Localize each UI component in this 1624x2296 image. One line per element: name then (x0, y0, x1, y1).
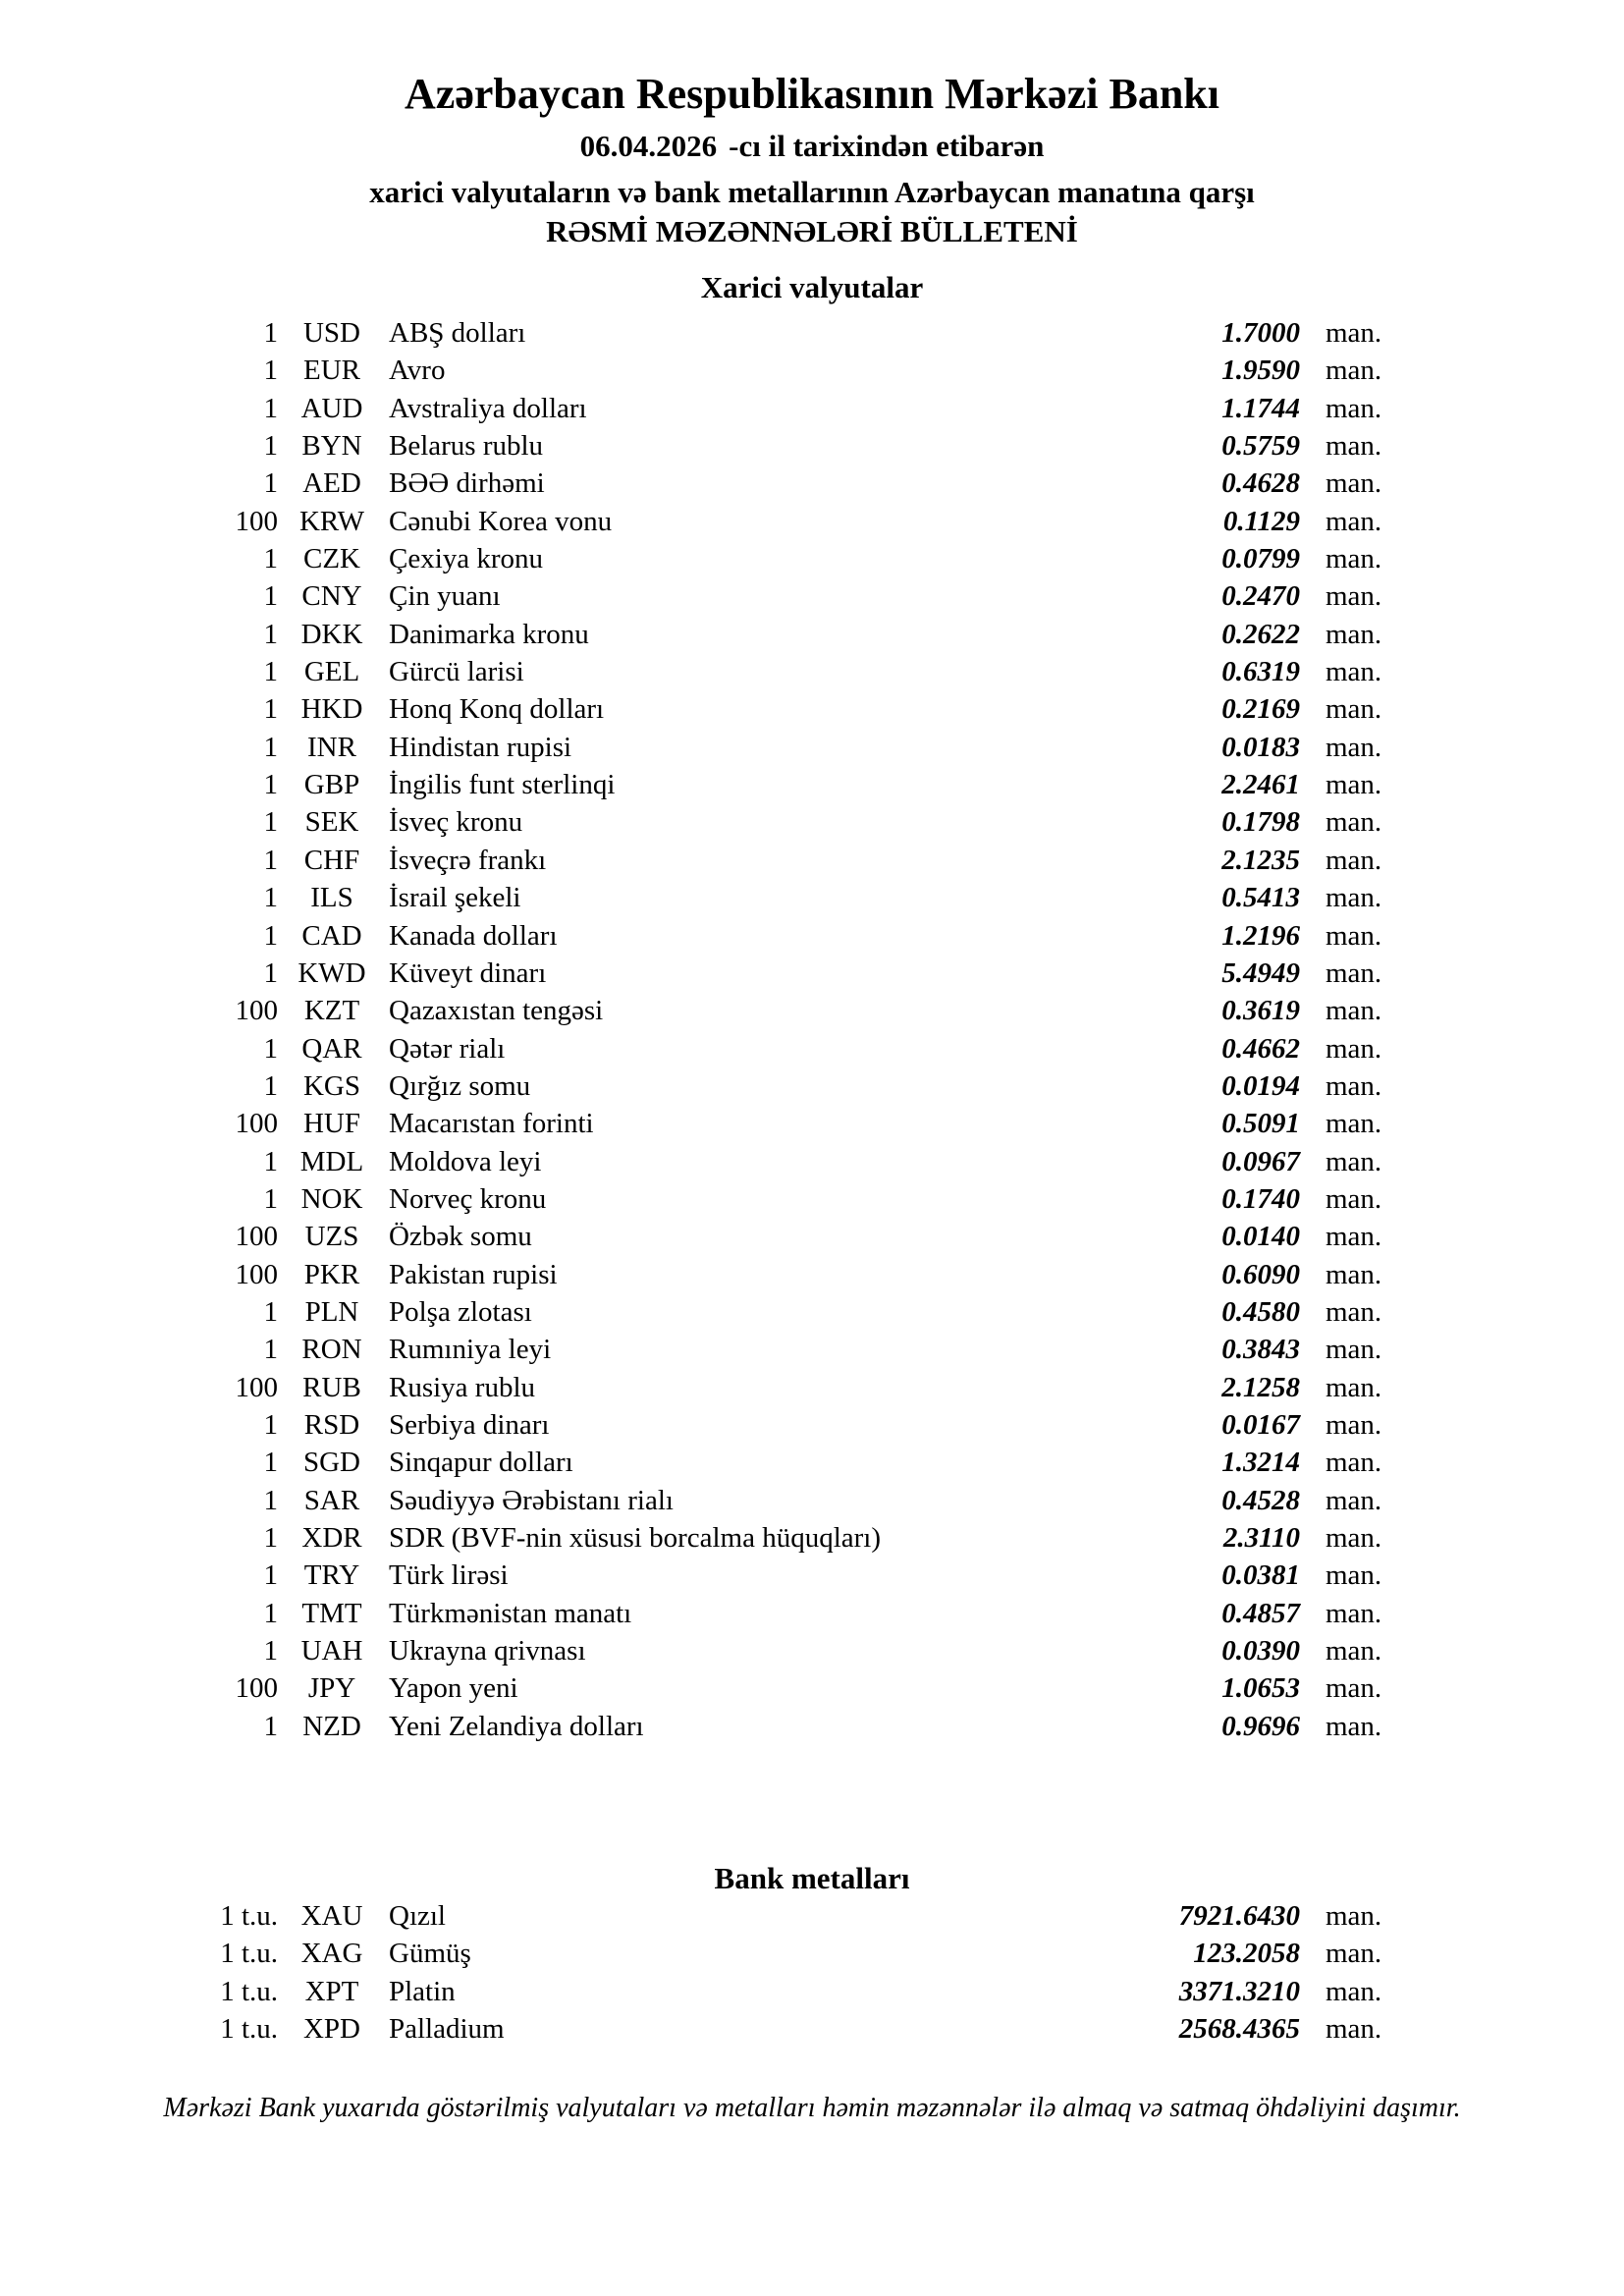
date-suffix: -cı il tarixindən etibarən (729, 129, 1045, 163)
quantity-cell: 100 (235, 995, 278, 1027)
rate-cell: 0.2169 (1221, 693, 1300, 726)
table-row (0, 1105, 1624, 1142)
currency-name-cell: Çin yuanı (389, 580, 501, 613)
currency-name-cell: Sinqapur dolları (389, 1447, 573, 1479)
unit-cell: man. (1326, 1447, 1382, 1479)
quantity-cell: 1 t.u. (220, 1900, 278, 1933)
table-row (0, 616, 1624, 653)
unit-cell: man. (1326, 1408, 1382, 1441)
quantity-cell: 1 (263, 882, 278, 914)
quantity-cell: 1 (263, 355, 278, 387)
unit-cell: man. (1326, 1522, 1382, 1554)
table-row (0, 352, 1624, 389)
rate-cell: 0.3843 (1221, 1334, 1300, 1366)
unit-cell: man. (1326, 1032, 1382, 1065)
quantity-cell: 1 (263, 769, 278, 801)
unit-cell: man. (1326, 1295, 1382, 1328)
table-row (0, 314, 1624, 352)
rate-cell: 0.3619 (1221, 995, 1300, 1027)
unit-cell: man. (1326, 731, 1382, 763)
currency-code-cell: GEL (303, 656, 360, 688)
rate-cell: 0.0140 (1221, 1221, 1300, 1253)
bulletin-title: RƏSMİ MƏZƏNNƏLƏRİ BÜLLETENİ (546, 214, 1078, 248)
unit-cell: man. (1326, 1559, 1382, 1592)
rate-cell: 1.0653 (1221, 1672, 1300, 1705)
quantity-cell: 1 t.u. (220, 1938, 278, 1970)
metal-name-cell: Palladium (389, 2013, 505, 2046)
quantity-cell: 100 (235, 1371, 278, 1403)
currency-code-cell: UAH (300, 1635, 363, 1667)
currency-name-cell: Honq Konq dolları (389, 693, 605, 726)
table-row (0, 2010, 1624, 2048)
quantity-cell: 1 (263, 543, 278, 575)
currency-name-cell: Çexiya kronu (389, 543, 544, 575)
quantity-cell: 1 (263, 806, 278, 839)
metal-name-cell: Platin (389, 1975, 456, 2007)
currency-code-cell: XDR (301, 1522, 362, 1554)
currency-name-cell: Pakistan rupisi (389, 1258, 558, 1290)
table-row (0, 766, 1624, 803)
table-row (0, 653, 1624, 690)
currency-code-cell: EUR (303, 355, 360, 387)
page-title: Azərbaycan Respublikasının Mərkəzi Bankı (405, 70, 1219, 118)
table-row (0, 955, 1624, 992)
unit-cell: man. (1326, 1710, 1382, 1742)
unit-cell: man. (1326, 430, 1382, 463)
unit-cell: man. (1326, 693, 1382, 726)
table-row (0, 1256, 1624, 1293)
unit-cell: man. (1326, 656, 1382, 688)
rate-cell: 2.3110 (1222, 1522, 1300, 1554)
metal-code-cell: XPT (304, 1975, 359, 2007)
quantity-cell: 1 (263, 1522, 278, 1554)
rate-cell: 0.0167 (1221, 1408, 1300, 1441)
quantity-cell: 1 t.u. (220, 2013, 278, 2046)
currency-name-cell: Cənubi Korea vonu (389, 505, 613, 537)
rate-cell: 0.4857 (1221, 1597, 1300, 1629)
quantity-cell: 1 (263, 1447, 278, 1479)
currency-name-cell: Qətər rialı (389, 1032, 506, 1065)
footer-note: Mərkəzi Bank yuxarıda göstərilmiş valyutaları və metalları həmin məzənnələr ilə almaq və satmaq öhdəliyini daşımır. (163, 2093, 1461, 2124)
quantity-cell: 1 (263, 580, 278, 613)
unit-cell: man. (1326, 317, 1382, 349)
metal-name-cell: Gümüş (389, 1938, 471, 1970)
table-row (0, 1557, 1624, 1594)
quantity-cell: 1 (263, 919, 278, 952)
currency-code-cell: SAR (303, 1484, 360, 1516)
unit-cell: man. (1326, 392, 1382, 424)
table-row (0, 1935, 1624, 1972)
currency-code-cell: AUD (300, 392, 363, 424)
quantity-cell: 1 (263, 467, 278, 500)
quantity-cell: 1 (263, 1145, 278, 1177)
currency-code-cell: SEK (304, 806, 359, 839)
rate-cell: 0.6090 (1221, 1258, 1300, 1290)
table-row (0, 1897, 1624, 1935)
quantity-cell: 1 (263, 656, 278, 688)
currency-code-cell: HKD (300, 693, 363, 726)
currency-code-cell: MDL (299, 1145, 364, 1177)
quantity-cell: 1 (263, 618, 278, 650)
table-row (0, 390, 1624, 427)
unit-cell: man. (1326, 1221, 1382, 1253)
currency-code-cell: DKK (300, 618, 363, 650)
currency-name-cell: İngilis funt sterlinqi (389, 769, 616, 801)
quantity-cell: 1 (263, 693, 278, 726)
unit-cell: man. (1326, 1672, 1382, 1705)
currency-name-cell: Macarıstan forinti (389, 1108, 594, 1140)
currency-code-cell: AED (302, 467, 361, 500)
currency-name-cell: Moldova leyi (389, 1145, 542, 1177)
table-row (0, 992, 1624, 1029)
quantity-cell: 1 (263, 1484, 278, 1516)
table-row (0, 577, 1624, 615)
table-row (0, 540, 1624, 577)
table-row (0, 1143, 1624, 1180)
quantity-cell: 1 (263, 1182, 278, 1215)
currency-code-cell: KZT (303, 995, 360, 1027)
currency-name-cell: Ukrayna qrivnası (389, 1635, 586, 1667)
metals-table (0, 1897, 1624, 2048)
currency-code-cell: NZD (302, 1710, 361, 1742)
unit-cell: man. (1326, 543, 1382, 575)
currency-name-cell: Rusiya rublu (389, 1371, 536, 1403)
unit-cell: man. (1326, 769, 1382, 801)
rate-cell: 1.9590 (1221, 355, 1300, 387)
table-row (0, 1180, 1624, 1218)
unit-cell: man. (1326, 882, 1382, 914)
rate-cell: 0.0183 (1221, 731, 1300, 763)
rate-cell: 0.4580 (1221, 1295, 1300, 1328)
currency-code-cell: RUB (302, 1371, 361, 1403)
unit-cell: man. (1326, 2013, 1382, 2046)
table-row (0, 1595, 1624, 1632)
rate-cell: 0.5091 (1221, 1108, 1300, 1140)
quantity-cell: 1 (263, 392, 278, 424)
rate-cell: 1.1744 (1221, 392, 1300, 424)
unit-cell: man. (1326, 1938, 1382, 1970)
currency-name-cell: Rumıniya leyi (389, 1334, 552, 1366)
unit-cell: man. (1326, 618, 1382, 650)
currency-name-cell: Norveç kronu (389, 1182, 547, 1215)
unit-cell: man. (1326, 505, 1382, 537)
metal-code-cell: XAG (300, 1938, 363, 1970)
unit-cell: man. (1326, 919, 1382, 952)
quantity-cell: 1 (263, 1334, 278, 1366)
quantity-cell: 1 (263, 1635, 278, 1667)
currency-code-cell: TMT (301, 1597, 362, 1629)
rate-cell: 0.0194 (1221, 1069, 1300, 1102)
rate-cell: 0.2622 (1221, 618, 1300, 650)
quantity-cell: 100 (235, 1221, 278, 1253)
unit-cell: man. (1326, 1597, 1382, 1629)
unit-cell: man. (1326, 1900, 1382, 1933)
table-row (0, 427, 1624, 465)
quantity-cell: 1 (263, 1032, 278, 1065)
currency-code-cell: CZK (303, 543, 360, 575)
rate-cell: 2.1258 (1221, 1371, 1300, 1403)
currency-code-cell: USD (302, 317, 360, 349)
rate-cell: 0.9696 (1221, 1710, 1300, 1742)
rate-cell: 5.4949 (1221, 957, 1300, 989)
table-row (0, 803, 1624, 841)
unit-cell: man. (1326, 1182, 1382, 1215)
quantity-cell: 1 (263, 1710, 278, 1742)
quantity-cell: 1 (263, 1597, 278, 1629)
currency-name-cell: Özbək somu (389, 1221, 532, 1253)
currency-code-cell: KWD (298, 957, 366, 989)
currency-name-cell: İsveç kronu (389, 806, 523, 839)
unit-cell: man. (1326, 1334, 1382, 1366)
rate-cell: 2568.4365 (1178, 2013, 1300, 2046)
currency-name-cell: Polşa zlotası (389, 1295, 532, 1328)
unit-cell: man. (1326, 1145, 1382, 1177)
rate-cell: 0.0967 (1221, 1145, 1300, 1177)
quantity-cell: 1 (263, 1069, 278, 1102)
currency-name-cell: Küveyt dinarı (389, 957, 547, 989)
currency-code-cell: CNY (301, 580, 362, 613)
currency-code-cell: INR (307, 731, 356, 763)
currency-name-cell: Türk lirəsi (389, 1559, 509, 1592)
quantity-cell: 100 (235, 1258, 278, 1290)
rate-cell: 0.4628 (1221, 467, 1300, 500)
rate-cell: 3371.3210 (1178, 1975, 1300, 2007)
currency-code-cell: RON (301, 1334, 362, 1366)
currency-name-cell: Yeni Zelandiya dolları (389, 1710, 644, 1742)
currency-name-cell: Türkmənistan manatı (389, 1597, 632, 1629)
currency-code-cell: KGS (302, 1069, 360, 1102)
table-row (0, 729, 1624, 766)
rate-cell: 0.0381 (1221, 1559, 1300, 1592)
rate-cell: 0.4528 (1221, 1484, 1300, 1516)
quantity-cell: 1 (263, 957, 278, 989)
unit-cell: man. (1326, 355, 1382, 387)
rate-cell: 0.2470 (1221, 580, 1300, 613)
currency-name-cell: Yapon yeni (389, 1672, 518, 1705)
unit-cell: man. (1326, 1258, 1382, 1290)
currency-name-cell: İsrail şekeli (389, 882, 521, 914)
rate-cell: 0.1798 (1221, 806, 1300, 839)
currency-code-cell: SGD (302, 1447, 360, 1479)
quantity-cell: 1 t.u. (220, 1975, 278, 2007)
currency-code-cell: PKR (303, 1258, 360, 1290)
rate-cell: 0.4662 (1221, 1032, 1300, 1065)
currency-name-cell: Danimarka kronu (389, 618, 589, 650)
rate-cell: 2.1235 (1221, 844, 1300, 876)
table-row (0, 690, 1624, 728)
subtitle: xarici valyutaların və bank metallarının Azərbaycan manatına qarşı (369, 175, 1255, 209)
quantity-cell: 100 (235, 505, 278, 537)
quantity-cell: 1 (263, 1408, 278, 1441)
rate-cell: 1.7000 (1221, 317, 1300, 349)
table-row (0, 1331, 1624, 1368)
table-row (0, 1369, 1624, 1406)
rate-cell: 0.5759 (1221, 430, 1300, 463)
currency-name-cell: Qazaxıstan tengəsi (389, 995, 604, 1027)
rate-cell: 7921.6430 (1178, 1900, 1300, 1933)
unit-cell: man. (1326, 1371, 1382, 1403)
unit-cell: man. (1326, 580, 1382, 613)
currency-code-cell: TRY (303, 1559, 360, 1592)
table-row (0, 1973, 1624, 2010)
unit-cell: man. (1326, 1108, 1382, 1140)
currency-code-cell: CAD (301, 919, 362, 952)
currency-code-cell: RSD (303, 1408, 360, 1441)
table-row (0, 879, 1624, 916)
currency-name-cell: ABŞ dolları (389, 317, 526, 349)
rate-cell: 0.0799 (1221, 543, 1300, 575)
currency-name-cell: Kanada dolları (389, 919, 558, 952)
table-row (0, 1482, 1624, 1519)
currency-code-cell: PLN (304, 1295, 359, 1328)
currency-name-cell: Səudiyyə Ərəbistanı rialı (389, 1484, 674, 1516)
date-line (0, 131, 1624, 161)
currency-code-cell: BYN (301, 430, 362, 463)
table-row (0, 1406, 1624, 1444)
rate-cell: 0.5413 (1221, 882, 1300, 914)
unit-cell: man. (1326, 957, 1382, 989)
table-row (0, 1632, 1624, 1669)
currency-table (0, 314, 1624, 1745)
currency-name-cell: Serbiya dinarı (389, 1408, 550, 1441)
rate-cell: 123.2058 (1193, 1938, 1300, 1970)
currency-code-cell: ILS (310, 882, 353, 914)
currency-code-cell: HUF (302, 1108, 360, 1140)
currency-code-cell: GBP (303, 769, 360, 801)
quantity-cell: 1 (263, 844, 278, 876)
table-row (0, 1067, 1624, 1105)
currency-name-cell: Avstraliya dolları (389, 392, 587, 424)
metal-code-cell: XPD (302, 2013, 360, 2046)
table-row (0, 842, 1624, 879)
currency-code-cell: NOK (300, 1182, 363, 1215)
section-title-currencies: Xarici valyutalar (700, 270, 924, 304)
currency-name-cell: Qırğız somu (389, 1069, 531, 1102)
currency-name-cell: Belarus rublu (389, 430, 544, 463)
table-row (0, 1218, 1624, 1255)
quantity-cell: 1 (263, 317, 278, 349)
section-title-metals: Bank metalları (714, 1861, 910, 1896)
table-row (0, 1444, 1624, 1481)
currency-name-cell: BƏƏ dirhəmi (389, 467, 545, 500)
currency-code-cell: CHF (303, 844, 360, 876)
unit-cell: man. (1326, 806, 1382, 839)
currency-name-cell: Gürcü larisi (389, 656, 524, 688)
quantity-cell: 1 (263, 1295, 278, 1328)
rate-cell: 0.0390 (1221, 1635, 1300, 1667)
quantity-cell: 1 (263, 1559, 278, 1592)
table-row (0, 917, 1624, 955)
table-row (0, 1708, 1624, 1745)
quantity-cell: 100 (235, 1108, 278, 1140)
table-row (0, 1030, 1624, 1067)
quantity-cell: 1 (263, 430, 278, 463)
currency-code-cell: JPY (307, 1672, 356, 1705)
unit-cell: man. (1326, 1069, 1382, 1102)
table-row (0, 465, 1624, 502)
unit-cell: man. (1326, 995, 1382, 1027)
date-value: 06.04.2026 (579, 129, 718, 163)
rate-cell: 1.2196 (1221, 919, 1300, 952)
unit-cell: man. (1326, 1975, 1382, 2007)
quantity-cell: 1 (263, 731, 278, 763)
rate-cell: 0.6319 (1221, 656, 1300, 688)
currency-code-cell: QAR (301, 1032, 362, 1065)
currency-name-cell: Avro (389, 355, 446, 387)
quantity-cell: 100 (235, 1672, 278, 1705)
currency-name-cell: İsveçrə frankı (389, 844, 547, 876)
table-row (0, 503, 1624, 540)
table-row (0, 1669, 1624, 1707)
unit-cell: man. (1326, 1635, 1382, 1667)
unit-cell: man. (1326, 467, 1382, 500)
table-row (0, 1519, 1624, 1557)
rate-cell: 1.3214 (1221, 1447, 1300, 1479)
metal-code-cell: XAU (300, 1900, 363, 1933)
rate-cell: 0.1129 (1222, 505, 1300, 537)
currency-code-cell: UZS (304, 1221, 359, 1253)
unit-cell: man. (1326, 844, 1382, 876)
table-row (0, 1293, 1624, 1331)
currency-name-cell: SDR (BVF-nin xüsusi borcalma hüquqları) (389, 1522, 882, 1554)
currency-name-cell: Hindistan rupisi (389, 731, 572, 763)
unit-cell: man. (1326, 1484, 1382, 1516)
rate-cell: 0.1740 (1221, 1182, 1300, 1215)
metal-name-cell: Qızıl (389, 1900, 446, 1933)
currency-code-cell: KRW (298, 505, 365, 537)
rate-cell: 2.2461 (1221, 769, 1300, 801)
